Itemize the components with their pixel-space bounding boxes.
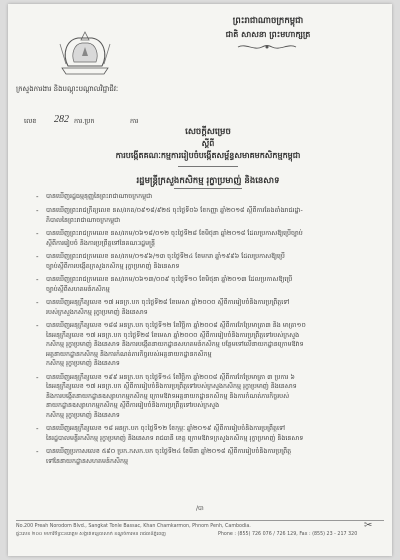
kingdom-heading: ព្រះរាជាណាចក្រកម្ពុជា [232, 16, 304, 26]
document-subject: ការបង្កើតគណៈកម្មការរៀបចំបង្កើតសម្ព័ន្ធសមាគមកសិកម្មកម្ពុជា [115, 151, 301, 160]
footer-divider [16, 520, 384, 521]
preamble-line: បានឃើញព្រះរាជក្រមលេខ នស/រកម/០១៩៦/១៣ ចុះថ្ងៃទី២៤ ខែមករា ឆ្នាំ១៩៩៦ ដែលប្រកាសឱ្យប្រើ [46, 253, 285, 260]
preamble-line: បានឃើញអនុក្រឹត្យលេខ ១៩៩ អនក្រ.បក ចុះថ្ងៃទី១៤ ខែវិច្ឆិកា ឆ្នាំ២០០៨ ស្តីពីការកែប្រែមាត្រា ៣ ប្រការ ៦ [46, 373, 295, 381]
bullet-dash: - [36, 276, 39, 284]
preamble-item-text [46, 321, 372, 369]
preamble-item-text [46, 206, 372, 225]
preamble-line: នៃអនុក្រឹត្យលេខ ១៧ អនក្រ.បក ស្តីពីការរៀបចំនិងការប្រព្រឹត្តទៅរបស់ក្រសួងកសិកម្ម រុក្ខាប្រមាញ់ និងនេសាទ [46, 383, 297, 390]
scissors-icon: ✂ [364, 520, 373, 531]
preamble-item-text [46, 252, 372, 271]
ref-suffix: ការ.ប្រក [74, 117, 95, 125]
national-motto: ជាតិ សាសនា ព្រះមហាក្សត្រ [225, 30, 311, 39]
minister-heading: រដ្ឋមន្ត្រីក្រសួងកសិកម្ម រុក្ខាប្រមាញ់ និងនេសាទ [136, 176, 280, 186]
footer-address: No.200 Preah Norodom Blvd., Sangkat Tonle Bassac, Khan Chamkarmon, Phnom Penh, Cambodia. [16, 524, 251, 529]
preamble-line: បានឃើញប្រកាសលេខ ៥៩០ ប្រក.កសក.បក ចុះថ្ងៃទី២៤ ខែមីនា ឆ្នាំ២០១៨ ស្តីពីការរៀបចំនិងការប្រព្រឹត្ត [46, 448, 292, 455]
bullet-dash: - [36, 207, 39, 215]
preamble-line: កសិកម្ម រុក្ខាប្រមាញ់ និងនេសាទ [46, 360, 120, 367]
footer-phone: Phone : (855) 726 076 / 726 129, Fax : (855) 23 - 217 320 [218, 532, 358, 537]
preamble-line: កសិកម្ម រុក្ខាប្រមាញ់ និងនេសាទ [46, 411, 120, 419]
bullet-dash: - [36, 322, 39, 330]
ref-prefix: លេខ [24, 117, 37, 125]
preamble-item [36, 298, 372, 317]
preamble-list [36, 192, 372, 470]
preamble-line: បានឃើញព្រះរាជក្រមលេខ នស/រកម/០៦១៨/០១២ ចុះថ្ងៃទី២៨ ខែមិថុនា ឆ្នាំ២០១៨ ដែលប្រកាសឱ្យប្រើច្បាប់ [46, 230, 303, 237]
ref-date: ការ [130, 117, 139, 125]
preamble-line: នៃរដ្ឋបាលមន្ទីរកសិកម្ម រុក្ខាប្រមាញ់ និងនេសាទ រាជធានី ខេត្ត ក្រោមឱវាទក្រសួងកសិកម្ម រុក្ខាប្រមាញ់ និងនេសាទ [46, 434, 304, 442]
bullet-dash: - [36, 425, 39, 433]
preamble-line: ភិបាលនៃព្រះរាជាណាចក្រកម្ពុជា [46, 216, 121, 224]
bullet-dash: - [36, 230, 39, 238]
coat-of-arms-emblem [56, 26, 114, 78]
preamble-line: ច្បាប់ស្តីពីសហគមន៍កសិកម្ម [46, 285, 110, 293]
bullet-dash: - [36, 373, 39, 382]
bullet-dash: - [36, 448, 39, 456]
preamble-line: នាយកដ្ឋានឧស្សាហកម្មកសិកម្ម ស្តីពីការរៀបចំនិងការប្រព្រឹត្តទៅរបស់ក្រសួង [46, 402, 220, 409]
preamble-item-text [46, 229, 372, 248]
document-title: សេចក្តីសម្រេច [185, 127, 231, 137]
preamble-item [36, 275, 372, 294]
footer-address-khmer: ផ្ទះលេខ ២០០ មហាវិថីព្រះនរោត្តម សង្កាត់ទន្លេបាសាក់ ខណ្ឌចំការមន រាជធានីភ្នំពេញ [16, 532, 166, 537]
preamble-item [36, 206, 372, 225]
preamble-line: និងការបង្កើតនាយកដ្ឋានឧស្សាហកម្មកសិកម្ម ក្រោមឱវាទអគ្គនាយកដ្ឋានកសិកម្ម និងការកំណត់ភារកិច្ចរបស់ [46, 392, 290, 400]
preamble-item [36, 321, 372, 369]
preamble-item-text [46, 192, 372, 202]
preamble-line: បានឃើញព្រះរាជក្រមលេខ នស/រកម/០៦១៣/០០៩ ចុះថ្ងៃទី១០ ខែមិថុនា ឆ្នាំ២០១៣ ដែលប្រកាសឱ្យប្រើ [46, 276, 293, 283]
preamble-line: អគ្គនាយកដ្ឋានកសិកម្ម និងការកំណត់ភារកិច្ចរបស់អគ្គនាយកដ្ឋានកសិកម្ម [46, 350, 212, 358]
preamble-item [36, 252, 372, 271]
preamble-line: ច្បាប់ស្តីពីការបង្កើតក្រសួងកសិកម្ម រុក្ខាប្រមាញ់ និងនេសាទ [46, 262, 180, 270]
preamble-item-text [46, 447, 372, 466]
tacting-divider-ornament [236, 42, 298, 52]
preamble-item [36, 447, 372, 466]
preamble-line: របស់ក្រសួងកសិកម្ម រុក្ខាប្រមាញ់ និងនេសាទ [46, 308, 148, 316]
ministry-name: ក្រសួងការងារ និងបណ្តុះបណ្តាលវិជ្ជាជីវៈ [16, 85, 119, 93]
preamble-item [36, 229, 372, 248]
preamble-item-text [46, 373, 372, 421]
preamble-line: ទៅនៃនាយកដ្ឋានសហគមន៍កសិកម្ម [46, 457, 128, 465]
document-page [8, 4, 392, 556]
preamble-line: បានឃើញរដ្ឋធម្មនុញ្ញនៃព្រះរាជាណាចក្រកម្ពុជា [46, 193, 153, 200]
bullet-dash: - [36, 253, 39, 261]
preamble-line: កសិកម្ម រុក្ខាប្រមាញ់ និងនេសាទ និងការបង្កើតនាយកដ្ឋានសហគមន៍កសិកម្ម បន្ថែមទៅលើនាយកដ្ឋានក្រោមឱវាទ [46, 341, 304, 348]
preamble-line: ស្តីពីការរៀបចំ និងការប្រព្រឹត្តទៅនៃគណៈរដ្ឋមន្ត្រី [46, 239, 156, 247]
document-about: ស្តីពី [201, 139, 215, 148]
preamble-item [36, 424, 372, 443]
preamble-line: នៃអនុក្រឹត្យលេខ ១៧ អនក្រ.បក ចុះថ្ងៃទី២៨ ខែមេសា ឆ្នាំ២០០០ ស្តីពីការរៀបចំនិងការប្រព្រឹត្តទៅរបស់ក្រសួង [46, 331, 300, 339]
preamble-line: បានឃើញអនុក្រឹត្យលេខ ១៧ អនក្រ.បក ចុះថ្ងៃទី២៨ ខែមេសា ឆ្នាំ២០០០ ស្តីពីការរៀបចំនិងការប្រព្រឹត្តទៅ [46, 299, 290, 306]
preamble-line: បានឃើញព្រះរាជក្រឹត្យលេខ នស/រកត/០៩១៨/៩២៥ ចុះថ្ងៃទី០៦ ខែកញ្ញា ឆ្នាំ២០១៨ ស្តីពីការតែងតាំងរាជរដ្ឋា- [46, 207, 303, 214]
page-mark: /បា [196, 505, 204, 512]
preamble-item [36, 192, 372, 202]
preamble-item-text [46, 424, 372, 443]
bullet-dash: - [36, 193, 39, 201]
preamble-item-text [46, 275, 372, 294]
subject-divider [178, 166, 238, 167]
preamble-line: បានឃើញអនុក្រឹត្យលេខ ១៨ អនក្រ.បក ចុះថ្ងៃទី១២ ខែកុម្ភៈ ឆ្នាំ២០១៩ ស្តីពីការរៀបចំនិងការប្រព្រឹត្តទៅ [46, 425, 286, 432]
ref-number: 282 [54, 114, 69, 125]
minister-divider [174, 188, 242, 189]
preamble-line: បានឃើញអនុក្រឹត្យលេខ ១៨៨ អនក្រ.បក ចុះថ្ងៃទី១២ ខែវិច្ឆិកា ឆ្នាំ២០០៨ ស្តីពីការកែប្រែមាត្រា៣ និង មាត្រា១០ [46, 322, 306, 329]
preamble-item-text [46, 298, 372, 317]
bullet-dash: - [36, 299, 39, 307]
preamble-item [36, 373, 372, 421]
